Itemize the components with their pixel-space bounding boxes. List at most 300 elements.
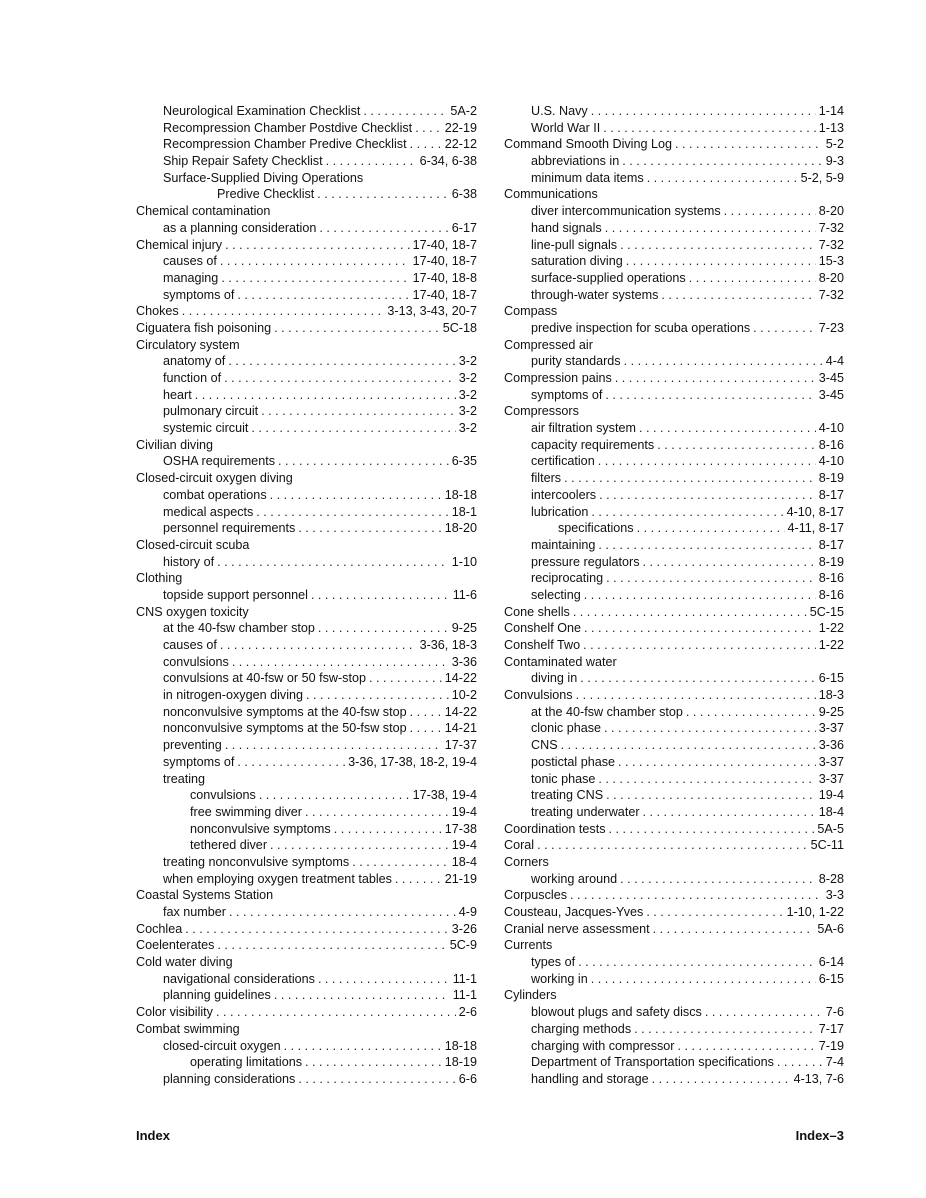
index-entry-term: diver intercommunication systems xyxy=(531,204,721,219)
index-entry xyxy=(504,604,844,621)
dot-leader xyxy=(228,353,455,370)
index-entry-pages: 6-6 xyxy=(458,1071,477,1086)
index-entry-term: symptoms of xyxy=(163,287,235,302)
index-entry xyxy=(504,420,844,437)
index-entry-term: Cylinders xyxy=(504,988,557,1003)
index-entry-term: Corpuscles xyxy=(504,888,567,903)
index-entry-term: Ciguatera fish poisoning xyxy=(136,320,272,335)
index-entry-pages: 22-19 xyxy=(444,120,477,135)
index-entry-term: personnel requirements xyxy=(163,521,296,536)
dot-leader xyxy=(225,237,409,254)
index-entry-term: Department of Transportation specifications xyxy=(531,1055,774,1070)
index-entry-term: systemic circuit xyxy=(163,421,249,436)
dot-leader xyxy=(653,921,815,938)
dot-leader xyxy=(675,136,823,153)
dot-leader xyxy=(618,754,816,771)
dot-leader xyxy=(278,453,449,470)
dot-leader xyxy=(274,987,450,1004)
index-entry-term: air filtration system xyxy=(531,421,636,436)
index-entry xyxy=(504,871,844,888)
dot-leader xyxy=(609,821,815,838)
index-entry-term: CNS oxygen toxicity xyxy=(136,604,249,619)
index-entry-pages: 1-22 xyxy=(818,621,844,636)
index-entry xyxy=(504,270,844,287)
dot-leader xyxy=(232,654,449,671)
index-entry xyxy=(504,437,844,454)
dot-leader xyxy=(217,937,446,954)
dot-leader xyxy=(604,720,816,737)
index-entry-pages: 3-2 xyxy=(458,354,477,369)
index-entry xyxy=(136,854,477,871)
index-entry xyxy=(136,387,477,404)
index-entry-term: medical aspects xyxy=(163,504,254,519)
index-entry xyxy=(136,737,477,754)
index-entry-pages: 11-6 xyxy=(452,587,477,602)
dot-leader xyxy=(259,787,410,804)
dot-leader xyxy=(639,420,816,437)
dot-leader xyxy=(220,253,410,270)
index-entry-term: causes of xyxy=(163,254,217,269)
index-entry xyxy=(504,1038,844,1055)
index-entry xyxy=(136,120,477,137)
dot-leader xyxy=(598,537,815,554)
index-entry-term: nonconvulsive symptoms xyxy=(190,821,331,836)
index-entry xyxy=(504,320,844,337)
index-entry-term: lubrication xyxy=(531,504,589,519)
index-entry xyxy=(136,604,477,621)
index-entry-term: planning considerations xyxy=(163,1071,296,1086)
index-entry xyxy=(504,1071,844,1088)
dot-leader xyxy=(606,787,816,804)
index-entry-pages: 7-4 xyxy=(825,1055,844,1070)
index-entry xyxy=(504,453,844,470)
index-entry-pages: 6-35 xyxy=(451,454,477,469)
index-entry-term: Cochlea xyxy=(136,921,183,936)
dot-leader xyxy=(570,887,823,904)
index-entry-term: working in xyxy=(531,971,588,986)
index-entry-term: pulmonary circuit xyxy=(163,404,259,419)
index-entry xyxy=(136,337,477,354)
dot-leader xyxy=(689,270,816,287)
index-entry-pages: 6-15 xyxy=(818,671,844,686)
index-entry-term: types of xyxy=(531,955,576,970)
dot-leader xyxy=(410,720,442,737)
dot-leader xyxy=(195,387,456,404)
index-entry-pages: 5A-6 xyxy=(817,921,844,936)
index-entry-term: through-water systems xyxy=(531,287,659,302)
index-entry xyxy=(136,620,477,637)
index-entry-pages: 1-14 xyxy=(818,104,844,118)
index-entry xyxy=(504,837,844,854)
index-column-right xyxy=(504,103,844,1088)
index-entry-term: Convulsions xyxy=(504,688,573,703)
index-entry-pages: 11-1 xyxy=(452,971,477,986)
index-entry-term: Coelenterates xyxy=(136,938,215,953)
index-entry xyxy=(504,737,844,754)
index-entry-pages: 1-22 xyxy=(818,638,844,652)
dot-leader xyxy=(298,1071,455,1088)
dot-leader xyxy=(620,871,816,888)
dot-leader xyxy=(724,203,816,220)
dot-leader xyxy=(777,1054,823,1071)
index-entry xyxy=(136,203,477,220)
index-entry-term: postictal phase xyxy=(531,754,616,769)
index-entry-pages: 18-1 xyxy=(451,504,477,519)
index-entry-term: Recompression Chamber Postdive Checklist xyxy=(163,120,413,135)
index-entry xyxy=(504,754,844,771)
index-entry-pages: 4-13, 7-6 xyxy=(793,1071,844,1086)
index-entry-pages: 19-4 xyxy=(451,804,477,819)
index-entry-pages: 22-12 xyxy=(444,137,477,152)
index-entry xyxy=(504,1004,844,1021)
index-entry-term: Chemical injury xyxy=(136,237,223,252)
dot-leader xyxy=(251,420,455,437)
index-entry-pages: 6-14 xyxy=(818,955,844,970)
dot-leader xyxy=(352,854,449,871)
index-entry xyxy=(136,370,477,387)
index-entry-term: tethered diver xyxy=(190,838,268,853)
index-entry-pages: 7-32 xyxy=(818,287,844,302)
index-entry xyxy=(504,587,844,604)
dot-leader xyxy=(686,704,816,721)
index-entry-term: U.S. Navy xyxy=(531,104,588,118)
index-entry-pages: 3-26 xyxy=(451,921,477,936)
index-entry-term: Recompression Chamber Predive Checklist xyxy=(163,137,407,152)
index-entry-term: Compressors xyxy=(504,404,579,419)
index-entry-term: Coastal Systems Station xyxy=(136,888,274,903)
index-entry xyxy=(136,520,477,537)
index-entry-term: symptoms of xyxy=(163,754,235,769)
index-entry-pages: 6-17 xyxy=(451,220,477,235)
index-entry-term: Chokes xyxy=(136,304,179,319)
index-entry xyxy=(136,1038,477,1055)
dot-leader xyxy=(598,771,815,788)
index-entry-term: causes of xyxy=(163,638,217,652)
index-entry-pages: 7-6 xyxy=(825,1005,844,1020)
index-entry-term: maintaining xyxy=(531,537,596,552)
index-entry-pages: 5-2 xyxy=(825,137,844,152)
dot-leader xyxy=(661,287,815,304)
dot-leader xyxy=(646,904,783,921)
dot-leader xyxy=(284,1038,442,1055)
index-entry xyxy=(136,437,477,454)
dot-leader xyxy=(637,520,785,537)
index-entry xyxy=(504,403,844,420)
dot-leader xyxy=(270,487,442,504)
index-entry-term: intercoolers xyxy=(531,487,597,502)
index-entry-pages: 3-2 xyxy=(458,404,477,419)
index-entry xyxy=(136,504,477,521)
dot-leader xyxy=(643,804,816,821)
dot-leader xyxy=(622,153,823,170)
index-entry-pages: 4-9 xyxy=(458,905,477,919)
index-entry-pages: 3-37 xyxy=(818,771,844,786)
index-entry xyxy=(136,320,477,337)
dot-leader xyxy=(237,754,345,771)
index-entry xyxy=(504,554,844,571)
index-entry-term: Cousteau, Jacques-Yves xyxy=(504,905,644,919)
index-entry-term: Contaminated water xyxy=(504,654,617,669)
index-entry-term: anatomy of xyxy=(163,354,226,369)
index-entry xyxy=(504,670,844,687)
index-entry-term: specifications xyxy=(558,521,634,536)
index-entry-term: Corners xyxy=(504,854,549,869)
index-entry-pages: 4-10 xyxy=(818,454,844,469)
index-entry-term: Circulatory system xyxy=(136,337,240,352)
index-entry-term: Conshelf Two xyxy=(504,638,581,652)
index-entry-pages: 18-20 xyxy=(444,521,477,536)
index-entry-pages: 14-21 xyxy=(444,721,477,736)
dot-leader xyxy=(224,370,456,387)
index-entry-term: treating underwater xyxy=(531,804,640,819)
index-entry xyxy=(136,353,477,370)
index-entry xyxy=(136,954,477,971)
dot-leader xyxy=(573,604,807,621)
index-entry-term: Coral xyxy=(504,838,535,853)
index-entry xyxy=(504,637,844,654)
dot-leader xyxy=(306,687,449,704)
index-entry xyxy=(136,453,477,470)
index-entry xyxy=(136,687,477,704)
index-entry-pages: 8-19 xyxy=(818,471,844,486)
index-entry xyxy=(504,237,844,254)
index-entry xyxy=(504,353,844,370)
index-entry xyxy=(136,420,477,437)
index-entry-pages: 6-38 xyxy=(451,187,477,202)
dot-leader xyxy=(657,437,816,454)
index-entry-pages: 21-19 xyxy=(444,871,477,886)
index-entry xyxy=(504,337,844,354)
index-entry-pages: 8-17 xyxy=(818,537,844,552)
index-entry xyxy=(136,637,477,654)
index-entry-term: tonic phase xyxy=(531,771,596,786)
index-entry xyxy=(504,987,844,1004)
dot-leader xyxy=(319,220,448,237)
footer-section-title: Index xyxy=(136,1128,170,1143)
index-entry xyxy=(504,771,844,788)
index-entry-pages: 3-36 xyxy=(451,654,477,669)
dot-leader xyxy=(317,186,448,203)
footer-page-number: Index–3 xyxy=(795,1128,844,1143)
index-entry xyxy=(504,470,844,487)
index-entry xyxy=(504,904,844,921)
dot-leader xyxy=(584,587,816,604)
index-entry xyxy=(504,720,844,737)
index-entry-term: CNS xyxy=(531,738,558,753)
index-entry-pages: 7-19 xyxy=(818,1038,844,1053)
index-entry-term: selecting xyxy=(531,587,581,602)
index-entry xyxy=(504,921,844,938)
index-entry-pages: 2-6 xyxy=(458,1005,477,1020)
dot-leader xyxy=(305,804,449,821)
dot-leader xyxy=(580,670,816,687)
index-entry-pages: 7-23 xyxy=(818,320,844,335)
index-entry-term: at the 40-fsw chamber stop xyxy=(531,704,683,719)
index-entry-pages: 6-15 xyxy=(818,971,844,986)
index-entry-pages: 18-3 xyxy=(818,688,844,703)
index-entry-term: nonconvulsive symptoms at the 50-fsw stop xyxy=(163,721,407,736)
index-entry-term: charging methods xyxy=(531,1021,632,1036)
dot-leader xyxy=(415,120,442,137)
index-entry xyxy=(136,804,477,821)
dot-leader xyxy=(369,670,442,687)
index-entry xyxy=(504,687,844,704)
index-entry xyxy=(504,487,844,504)
dot-leader xyxy=(603,120,816,137)
dot-leader xyxy=(576,687,816,704)
dot-leader xyxy=(561,737,816,754)
dot-leader xyxy=(216,1004,456,1021)
index-entry-pages: 14-22 xyxy=(444,671,477,686)
index-entry-pages: 5C-9 xyxy=(449,938,477,953)
index-entry xyxy=(504,971,844,988)
dot-leader xyxy=(298,520,441,537)
index-entry-term: predive inspection for scuba operations xyxy=(531,320,751,335)
index-entry-pages: 8-16 xyxy=(818,571,844,586)
index-entry-term: working around xyxy=(531,871,618,886)
index-entry-pages: 8-28 xyxy=(818,871,844,886)
index-entry-term: minimum data items xyxy=(531,170,644,185)
index-entry-term: treating nonconvulsive symptoms xyxy=(163,854,350,869)
index-entry-term: Closed-circuit scuba xyxy=(136,537,250,552)
index-entry-pages: 8-16 xyxy=(818,437,844,452)
index-entry-pages: 3-36, 17-38, 18-2, 19-4 xyxy=(348,754,477,769)
index-entry xyxy=(136,554,477,571)
index-entry-term: as a planning consideration xyxy=(163,220,317,235)
index-entry-term: Cold water diving xyxy=(136,955,233,970)
index-entry-term: free swimming diver xyxy=(190,804,302,819)
index-entry xyxy=(504,220,844,237)
index-entry-term: clonic phase xyxy=(531,721,602,736)
index-entry xyxy=(504,170,844,187)
index-entry xyxy=(136,570,477,587)
index-entry-term: convulsions xyxy=(190,788,256,803)
dot-leader xyxy=(410,136,442,153)
index-entry-term: Conshelf One xyxy=(504,621,582,636)
index-entry xyxy=(136,987,477,1004)
dot-leader xyxy=(326,153,417,170)
dot-leader xyxy=(564,470,816,487)
dot-leader xyxy=(261,403,456,420)
index-entry-pages: 7-17 xyxy=(818,1021,844,1036)
index-entry xyxy=(504,654,844,671)
dot-leader xyxy=(705,1004,823,1021)
index-entry xyxy=(136,871,477,888)
index-entry-term: filters xyxy=(531,471,562,486)
index-entry-term: function of xyxy=(163,371,222,385)
index-entry-term: blowout plugs and safety discs xyxy=(531,1005,702,1020)
index-entry-term: Closed-circuit oxygen diving xyxy=(136,471,293,486)
index-entry xyxy=(504,887,844,904)
index-entry-pages: 4-11, 8-17 xyxy=(787,521,844,536)
index-entry-term: history of xyxy=(163,554,215,569)
index-entry-pages: 18-18 xyxy=(444,487,477,502)
index-entry-term: Civilian diving xyxy=(136,437,213,452)
index-entry-pages: 1-13 xyxy=(818,120,844,135)
index-entry xyxy=(136,921,477,938)
dot-leader xyxy=(318,971,450,988)
index-entry xyxy=(504,186,844,203)
index-entry-pages: 5-2, 5-9 xyxy=(800,170,844,185)
index-entry-term: Ship Repair Safety Checklist xyxy=(163,154,323,169)
dot-leader xyxy=(591,504,783,521)
index-entry xyxy=(136,587,477,604)
index-entry xyxy=(504,787,844,804)
index-entry xyxy=(504,821,844,838)
index-entry-pages: 5C-15 xyxy=(809,604,844,619)
index-entry-pages: 9-3 xyxy=(825,154,844,169)
index-entry-term: preventing xyxy=(163,738,222,753)
dot-leader xyxy=(606,570,816,587)
index-entry-term: handling and storage xyxy=(531,1071,649,1086)
dot-leader xyxy=(318,620,449,637)
index-entry-pages: 4-10, 8-17 xyxy=(786,504,844,519)
index-entry xyxy=(136,971,477,988)
index-entry xyxy=(136,771,477,788)
index-entry-pages: 18-19 xyxy=(444,1055,477,1070)
index-entry-pages: 7-32 xyxy=(818,220,844,235)
index-entry-pages: 5A-5 xyxy=(817,821,844,836)
dot-leader xyxy=(270,837,449,854)
index-entry-term: purity standards xyxy=(531,354,621,369)
index-entry xyxy=(504,1021,844,1038)
dot-leader xyxy=(410,704,442,721)
index-entry-pages: 19-4 xyxy=(818,788,844,803)
index-entry-term: surface-supplied operations xyxy=(531,270,686,285)
index-entry xyxy=(136,220,477,237)
index-entry-term: Compass xyxy=(504,304,558,319)
index-entry-term: OSHA requirements xyxy=(163,454,275,469)
index-entry-pages: 3-45 xyxy=(818,387,844,402)
index-entry xyxy=(136,754,477,771)
index-entry-term: closed-circuit oxygen xyxy=(163,1038,281,1053)
index-entry-pages: 18-4 xyxy=(451,854,477,869)
index-entry-term: treating CNS xyxy=(531,788,604,803)
index-entry xyxy=(136,253,477,270)
dot-leader xyxy=(182,303,385,320)
index-entry-term: Currents xyxy=(504,938,553,953)
dot-leader xyxy=(305,1054,442,1071)
index-entry-term: Cone shells xyxy=(504,604,570,619)
index-entry-term: topside support personnel xyxy=(163,587,308,602)
index-entry xyxy=(504,620,844,637)
index-entry-term: Cranial nerve assessment xyxy=(504,921,650,936)
dot-leader xyxy=(626,253,816,270)
index-entry-term: treating xyxy=(163,771,206,786)
index-entry-term: Chemical contamination xyxy=(136,204,271,219)
dot-leader xyxy=(605,220,816,237)
dot-leader xyxy=(185,921,449,938)
index-entry-term: Command Smooth Diving Log xyxy=(504,137,672,152)
dot-leader xyxy=(221,270,409,287)
index-entry xyxy=(136,1021,477,1038)
index-entry-term: operating limitations xyxy=(190,1055,303,1070)
index-entry-term: Compression pains xyxy=(504,371,612,385)
dot-leader xyxy=(599,487,816,504)
index-entry-pages: 17-40, 18-7 xyxy=(412,287,477,302)
index-entry xyxy=(136,136,477,153)
index-entry xyxy=(504,303,844,320)
index-entry xyxy=(504,103,844,120)
index-entry xyxy=(504,387,844,404)
index-entry-pages: 3-37 xyxy=(818,754,844,769)
dot-leader xyxy=(624,353,823,370)
index-entry-term: Clothing xyxy=(136,571,183,586)
index-entry-term: fax number xyxy=(163,905,226,919)
index-entry-term: certification xyxy=(531,454,595,469)
index-entry-term: convulsions at 40-fsw or 50 fsw-stop xyxy=(163,671,366,686)
index-entry-term: when employing oxygen treatment tables xyxy=(163,871,392,886)
